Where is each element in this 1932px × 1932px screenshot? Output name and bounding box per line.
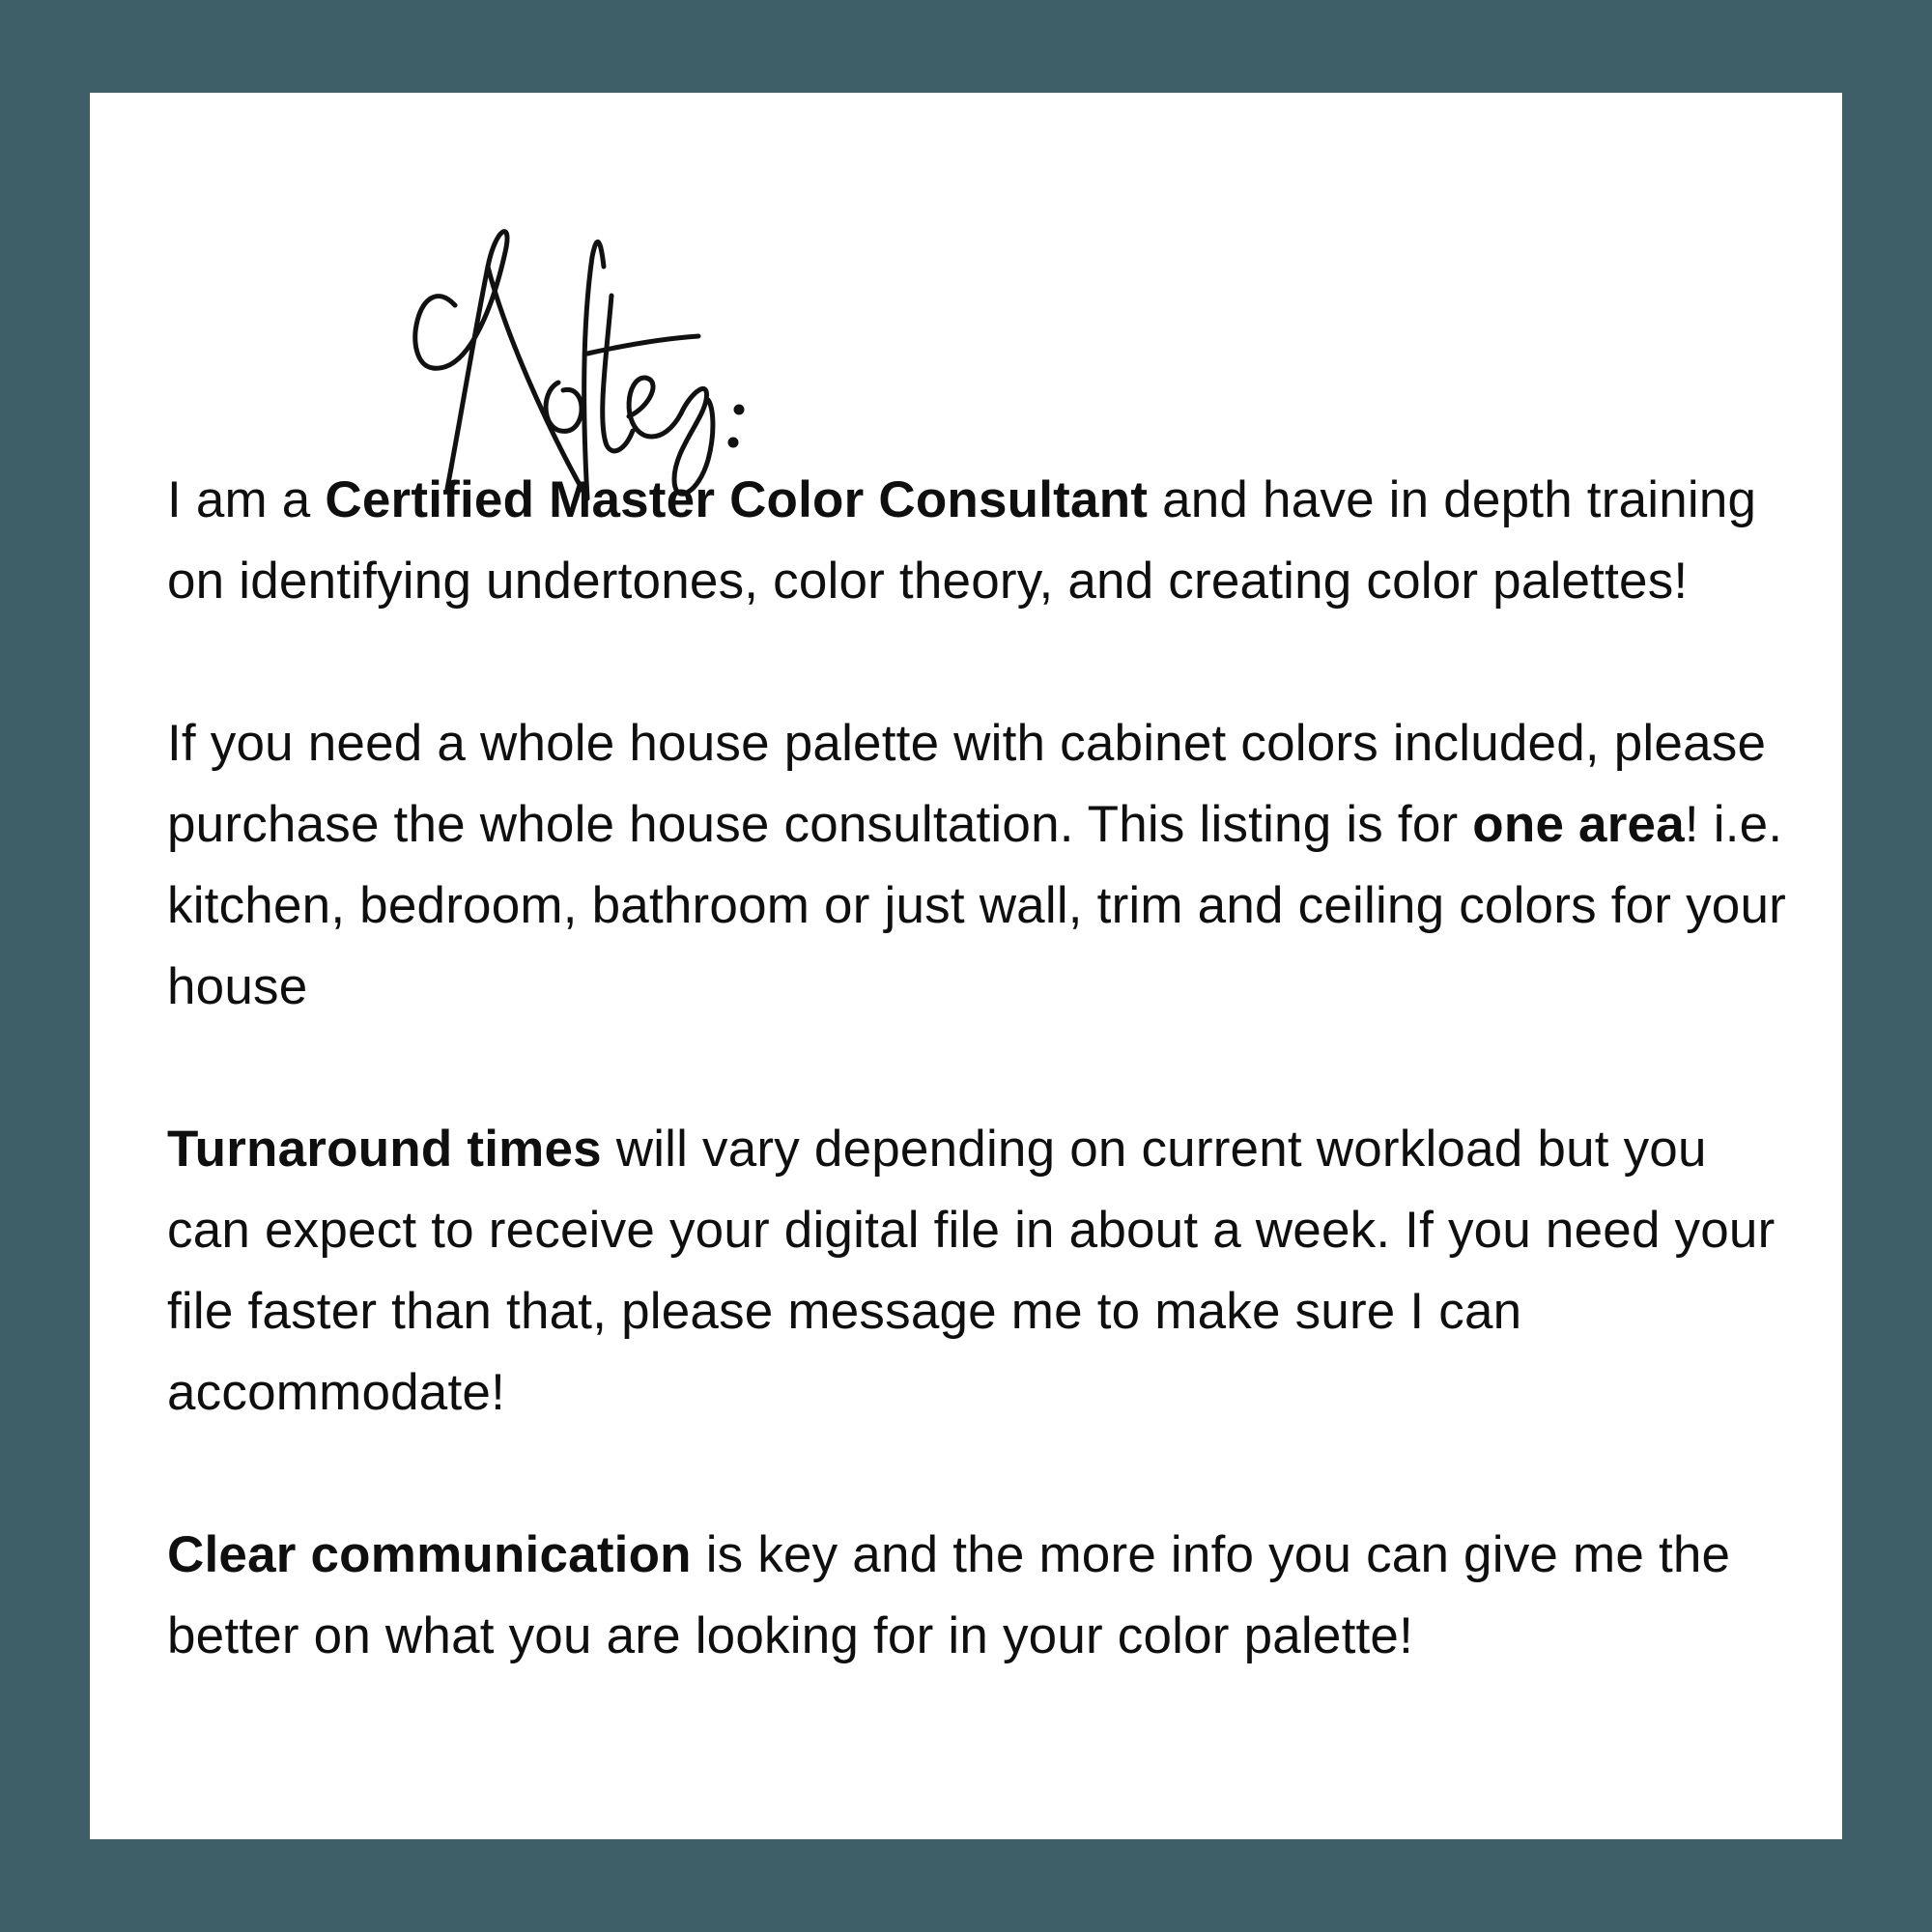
- paragraph-turnaround: [167, 1109, 1790, 1434]
- paragraph-text: will vary depending on current workload but you can expect to receive your digital file in about a week. If you need your file faster than that, please message me to make sure I can accommodate!: [167, 1121, 1776, 1421]
- paragraph-text: and have in depth training on identifying undertones, color theory, and creating color palettes!: [167, 471, 1757, 610]
- paragraph-text: ! i.e. kitchen, bedroom, bathroom or just wall, trim and ceiling colors for your house: [167, 796, 1786, 1015]
- paragraph-text: I am a: [167, 471, 326, 528]
- paragraph-bold-text: Turnaround times: [167, 1121, 602, 1178]
- paragraph-bold-text: Clear communication: [167, 1526, 692, 1583]
- paragraph-bold-text: one area: [1472, 796, 1685, 853]
- paragraph-text: is key and the more info you can give me the better on what you are looking for in your color palette!: [167, 1526, 1731, 1664]
- notes-body: [167, 460, 1790, 1677]
- paragraph-text: If you need a whole house palette with cabinet colors included, please purchase the whole house consultation. This listing is for: [167, 715, 1767, 853]
- paragraph-certification: [167, 460, 1790, 622]
- paragraph-communication: [167, 1515, 1790, 1677]
- paragraph-scope: [167, 703, 1790, 1028]
- notes-card: [90, 93, 1842, 1839]
- paragraph-bold-text: Certified Master Color Consultant: [325, 471, 1149, 528]
